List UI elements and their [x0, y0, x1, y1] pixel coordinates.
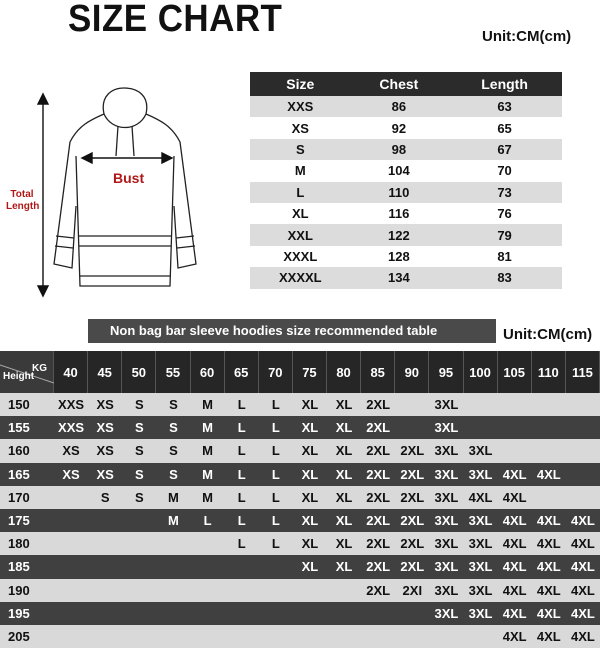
size-recommend-cell — [88, 555, 122, 578]
size-recommend-cell — [156, 555, 190, 578]
size-recommend-cell — [259, 555, 293, 578]
size-recommend-cell: S — [122, 416, 156, 439]
weight-header: 115 — [566, 351, 600, 393]
size-recommend-cell — [361, 625, 395, 648]
size-cell: XS — [250, 117, 351, 138]
size-recommend-cell: 4XL — [498, 602, 532, 625]
size-recommend-cell: 4XL — [498, 555, 532, 578]
size-recommend-cell: 3XL — [429, 509, 463, 532]
size-recommend-cell — [54, 602, 88, 625]
size-recommend-cell: XXS — [54, 393, 88, 416]
height-label: Height — [3, 371, 35, 382]
size-recommend-cell: 3XL — [464, 463, 498, 486]
length-cell: 79 — [447, 224, 562, 245]
size-recommend-cell: S — [122, 463, 156, 486]
size-recommend-cell: XL — [327, 463, 361, 486]
chest-cell: 92 — [351, 117, 448, 138]
size-recommend-cell: L — [225, 532, 259, 555]
size-recommend-cell: 4XL — [532, 625, 566, 648]
size-recommend-cell: L — [259, 416, 293, 439]
size-recommend-cell: XL — [293, 416, 327, 439]
size-recommend-cell: L — [259, 393, 293, 416]
banner-text: Non bag bar sleeve hoodies size recommended table — [110, 323, 438, 338]
length-cell: 63 — [447, 96, 562, 117]
height-cell: 165 — [0, 463, 54, 486]
size-recommend-cell — [566, 393, 600, 416]
size-table-body — [250, 96, 562, 289]
length-arrow — [38, 94, 48, 296]
size-row — [250, 139, 562, 160]
size-recommend-cell — [54, 509, 88, 532]
height-cell: 170 — [0, 486, 54, 509]
weight-header: 95 — [429, 351, 463, 393]
size-recommend-cell — [122, 602, 156, 625]
size-recommend-cell: XL — [293, 555, 327, 578]
height-row — [0, 463, 600, 486]
size-row — [250, 96, 562, 117]
weight-header: 45 — [88, 351, 122, 393]
size-recommend-cell — [395, 625, 429, 648]
size-recommend-cell: XXS — [54, 416, 88, 439]
weight-header-row — [0, 351, 600, 393]
size-recommend-cell — [464, 625, 498, 648]
height-cell: 160 — [0, 439, 54, 462]
size-recommend-cell — [259, 602, 293, 625]
size-recommend-cell — [156, 579, 190, 602]
size-recommend-cell: 3XL — [429, 416, 463, 439]
size-recommend-cell: 3XL — [464, 579, 498, 602]
size-recommend-cell: S — [122, 439, 156, 462]
size-row — [250, 224, 562, 245]
size-recommend-cell: L — [225, 509, 259, 532]
page-title: SIZE CHART — [68, 0, 283, 40]
chest-cell: 134 — [351, 267, 448, 288]
size-recommend-cell: S — [156, 439, 190, 462]
size-recommend-cell: L — [225, 416, 259, 439]
size-recommend-cell: 2XL — [361, 416, 395, 439]
height-cell: 150 — [0, 393, 54, 416]
height-cell: 205 — [0, 625, 54, 648]
height-cell: 185 — [0, 555, 54, 578]
size-recommend-cell: M — [191, 486, 225, 509]
col-size-header: Size — [250, 72, 351, 96]
size-recommend-cell: 4XL — [532, 463, 566, 486]
size-cell: L — [250, 182, 351, 203]
col-chest-header: Chest — [351, 72, 448, 96]
weight-header: 75 — [293, 351, 327, 393]
weight-header: 55 — [156, 351, 190, 393]
size-recommend-cell: XS — [54, 439, 88, 462]
size-recommend-cell: 3XL — [464, 509, 498, 532]
height-row — [0, 602, 600, 625]
weight-header: 105 — [498, 351, 532, 393]
size-recommend-cell: 2XL — [361, 532, 395, 555]
length-cell: 83 — [447, 267, 562, 288]
height-cell: 195 — [0, 602, 54, 625]
size-recommend-cell: 2XL — [395, 439, 429, 462]
size-recommend-cell: XL — [327, 532, 361, 555]
weight-header: 90 — [395, 351, 429, 393]
size-recommend-cell: XL — [293, 463, 327, 486]
weight-header: 40 — [54, 351, 88, 393]
height-row — [0, 579, 600, 602]
size-recommend-cell: 4XL — [532, 509, 566, 532]
recommend-table-body — [0, 351, 600, 648]
size-recommend-cell — [532, 486, 566, 509]
size-recommend-cell: XL — [293, 439, 327, 462]
weight-header: 70 — [259, 351, 293, 393]
size-recommend-cell — [429, 625, 463, 648]
size-recommend-cell: L — [225, 463, 259, 486]
size-recommend-cell: M — [156, 486, 190, 509]
size-recommend-cell: 4XL — [498, 509, 532, 532]
size-recommend-cell: L — [259, 486, 293, 509]
height-cell: 190 — [0, 579, 54, 602]
size-recommend-cell: 3XL — [464, 602, 498, 625]
size-recommend-cell: 3XL — [429, 602, 463, 625]
length-cell: 73 — [447, 182, 562, 203]
size-recommend-cell — [498, 439, 532, 462]
size-recommend-cell: L — [259, 439, 293, 462]
size-recommend-cell: XL — [293, 509, 327, 532]
size-recommend-cell — [464, 393, 498, 416]
height-row — [0, 439, 600, 462]
size-recommend-cell: 4XL — [498, 486, 532, 509]
col-length-header: Length — [447, 72, 562, 96]
size-recommend-cell: 4XL — [566, 509, 600, 532]
size-recommend-cell: 3XL — [429, 463, 463, 486]
size-cell: XXS — [250, 96, 351, 117]
size-recommend-cell: 4XL — [464, 486, 498, 509]
length-label-line1: Total — [10, 189, 34, 200]
size-recommend-cell: M — [156, 509, 190, 532]
size-recommend-cell: L — [225, 439, 259, 462]
size-recommend-cell: XS — [88, 393, 122, 416]
chest-cell: 122 — [351, 224, 448, 245]
size-recommend-cell — [122, 625, 156, 648]
chest-cell: 110 — [351, 182, 448, 203]
weight-header: 110 — [532, 351, 566, 393]
size-recommend-cell — [88, 509, 122, 532]
size-recommend-cell: 2XL — [395, 463, 429, 486]
size-recommend-cell — [88, 602, 122, 625]
size-recommend-cell: 3XL — [464, 439, 498, 462]
size-recommend-cell: 2XL — [361, 555, 395, 578]
length-label-line2: Length — [6, 201, 40, 212]
size-recommend-cell: 4XL — [498, 579, 532, 602]
size-recommend-cell: 3XL — [429, 486, 463, 509]
size-recommend-cell: S — [122, 486, 156, 509]
size-cell: S — [250, 139, 351, 160]
size-recommend-cell — [566, 486, 600, 509]
size-recommend-cell — [122, 579, 156, 602]
length-cell: 67 — [447, 139, 562, 160]
size-cell: XXXL — [250, 246, 351, 267]
size-recommend-cell: S — [88, 486, 122, 509]
chest-cell: 116 — [351, 203, 448, 224]
size-recommend-cell: 2XL — [361, 579, 395, 602]
size-recommend-cell: 2XL — [361, 463, 395, 486]
size-cell: XL — [250, 203, 351, 224]
size-recommend-cell — [259, 625, 293, 648]
size-recommend-cell: 4XL — [566, 579, 600, 602]
size-recommend-cell: S — [156, 393, 190, 416]
size-recommend-cell: 4XL — [498, 625, 532, 648]
chest-cell: 98 — [351, 139, 448, 160]
length-cell: 65 — [447, 117, 562, 138]
size-recommend-cell: XL — [327, 509, 361, 532]
size-recommend-cell: L — [225, 486, 259, 509]
size-recommend-cell: M — [191, 439, 225, 462]
unit-label-mid: Unit:CM(cm) — [503, 326, 593, 343]
size-recommend-cell — [259, 579, 293, 602]
size-recommend-cell: S — [122, 393, 156, 416]
size-recommend-cell: 2XL — [395, 555, 429, 578]
size-recommend-cell: 2XL — [395, 532, 429, 555]
height-row — [0, 393, 600, 416]
size-recommend-cell: 4XL — [566, 555, 600, 578]
size-recommend-cell: 4XL — [532, 555, 566, 578]
size-recommend-cell: XL — [293, 486, 327, 509]
size-recommend-cell — [566, 439, 600, 462]
recommend-banner — [88, 319, 496, 343]
bust-arrow — [82, 153, 172, 163]
size-recommend-cell: S — [156, 463, 190, 486]
chest-cell: 104 — [351, 160, 448, 181]
size-recommend-cell — [88, 579, 122, 602]
weight-header: 100 — [464, 351, 498, 393]
height-cell: 175 — [0, 509, 54, 532]
bust-label: Bust — [113, 170, 145, 186]
size-recommend-cell: 4XL — [566, 532, 600, 555]
size-row — [250, 203, 562, 224]
length-cell: 76 — [447, 203, 562, 224]
size-recommend-cell — [88, 625, 122, 648]
weight-header: 80 — [327, 351, 361, 393]
size-recommend-cell — [498, 393, 532, 416]
size-recommend-cell — [156, 602, 190, 625]
size-recommend-cell: L — [259, 509, 293, 532]
size-recommend-cell — [566, 463, 600, 486]
size-recommend-cell: 3XL — [429, 555, 463, 578]
height-row — [0, 486, 600, 509]
size-recommend-cell: 2XI — [395, 579, 429, 602]
size-recommend-cell: 2XL — [361, 486, 395, 509]
size-recommend-cell: 4XL — [532, 602, 566, 625]
size-recommend-cell — [566, 416, 600, 439]
recommend-table — [0, 351, 600, 648]
size-recommend-cell — [54, 532, 88, 555]
size-cell: M — [250, 160, 351, 181]
size-recommend-cell — [464, 416, 498, 439]
size-recommend-cell: L — [225, 393, 259, 416]
weight-header: 60 — [191, 351, 225, 393]
size-recommend-cell: 3XL — [464, 532, 498, 555]
height-row — [0, 509, 600, 532]
size-recommend-cell: S — [156, 416, 190, 439]
size-recommend-cell: L — [191, 509, 225, 532]
size-recommend-cell — [191, 555, 225, 578]
size-recommend-cell — [327, 579, 361, 602]
size-recommend-cell — [395, 393, 429, 416]
size-recommend-cell: XS — [88, 463, 122, 486]
length-cell: 81 — [447, 246, 562, 267]
size-recommend-cell — [225, 625, 259, 648]
size-recommend-cell — [54, 486, 88, 509]
size-recommend-cell — [532, 416, 566, 439]
size-row — [250, 117, 562, 138]
size-recommend-cell: 3XL — [464, 555, 498, 578]
size-recommend-cell: 2XL — [361, 393, 395, 416]
height-row — [0, 555, 600, 578]
size-recommend-cell — [225, 555, 259, 578]
size-recommend-cell — [225, 602, 259, 625]
size-recommend-cell: 4XL — [498, 463, 532, 486]
size-recommend-cell — [122, 509, 156, 532]
size-recommend-cell: M — [191, 416, 225, 439]
size-recommend-cell: 3XL — [429, 393, 463, 416]
size-table — [250, 72, 562, 289]
height-row — [0, 416, 600, 439]
size-recommend-cell — [532, 393, 566, 416]
size-recommend-cell — [532, 439, 566, 462]
size-recommend-cell: 3XL — [429, 532, 463, 555]
size-recommend-cell — [293, 602, 327, 625]
size-recommend-cell — [54, 555, 88, 578]
size-recommend-cell: XL — [293, 393, 327, 416]
size-recommend-cell: 2XL — [361, 509, 395, 532]
chest-cell: 128 — [351, 246, 448, 267]
height-cell: 180 — [0, 532, 54, 555]
size-recommend-cell: 2XL — [395, 509, 429, 532]
size-recommend-cell — [122, 555, 156, 578]
size-recommend-cell: 2XL — [395, 486, 429, 509]
size-recommend-cell: XS — [88, 416, 122, 439]
size-recommend-cell: XS — [88, 439, 122, 462]
length-cell: 70 — [447, 160, 562, 181]
size-recommend-cell — [191, 625, 225, 648]
size-recommend-cell: 4XL — [498, 532, 532, 555]
size-recommend-cell — [327, 602, 361, 625]
size-recommend-cell — [156, 532, 190, 555]
size-recommend-cell: XL — [327, 555, 361, 578]
size-recommend-cell — [88, 532, 122, 555]
total-length-label — [6, 189, 38, 213]
size-recommend-cell: 4XL — [532, 579, 566, 602]
size-recommend-cell: 4XL — [566, 602, 600, 625]
size-recommend-cell: XL — [327, 416, 361, 439]
size-recommend-cell: 3XL — [429, 439, 463, 462]
size-recommend-cell: M — [191, 393, 225, 416]
size-recommend-cell — [498, 416, 532, 439]
size-recommend-cell — [156, 625, 190, 648]
weight-header: 50 — [122, 351, 156, 393]
size-cell: XXL — [250, 224, 351, 245]
size-recommend-cell — [54, 625, 88, 648]
size-recommend-cell: XS — [54, 463, 88, 486]
chest-cell: 86 — [351, 96, 448, 117]
size-recommend-cell — [327, 625, 361, 648]
height-row — [0, 532, 600, 555]
corner-cell — [0, 351, 54, 393]
size-recommend-cell — [191, 602, 225, 625]
size-recommend-cell — [191, 532, 225, 555]
size-row — [250, 182, 562, 203]
size-recommend-cell: XL — [327, 486, 361, 509]
hoodie-outline — [54, 88, 196, 286]
size-recommend-cell — [191, 579, 225, 602]
weight-header: 85 — [361, 351, 395, 393]
size-row — [250, 160, 562, 181]
size-row — [250, 267, 562, 288]
size-recommend-cell: 2XL — [361, 439, 395, 462]
size-recommend-cell: 3XL — [429, 579, 463, 602]
size-recommend-cell: XL — [327, 393, 361, 416]
size-recommend-cell: 4XL — [566, 625, 600, 648]
size-recommend-cell: M — [191, 463, 225, 486]
kg-label: KG — [32, 363, 47, 374]
size-recommend-cell — [225, 579, 259, 602]
size-recommend-cell: L — [259, 463, 293, 486]
size-recommend-cell — [293, 579, 327, 602]
height-row — [0, 625, 600, 648]
weight-header: 65 — [225, 351, 259, 393]
size-recommend-cell — [54, 579, 88, 602]
size-cell: XXXXL — [250, 267, 351, 288]
size-table-header — [250, 72, 562, 96]
size-recommend-cell — [395, 602, 429, 625]
size-recommend-cell — [293, 625, 327, 648]
size-recommend-cell: 4XL — [532, 532, 566, 555]
size-recommend-cell — [395, 416, 429, 439]
size-recommend-cell: XL — [293, 532, 327, 555]
size-recommend-cell: L — [259, 532, 293, 555]
size-recommend-cell: XL — [327, 439, 361, 462]
size-recommend-cell — [361, 602, 395, 625]
size-recommend-cell — [122, 532, 156, 555]
unit-label-top: Unit:CM(cm) — [482, 28, 572, 45]
height-cell: 155 — [0, 416, 54, 439]
size-row — [250, 246, 562, 267]
